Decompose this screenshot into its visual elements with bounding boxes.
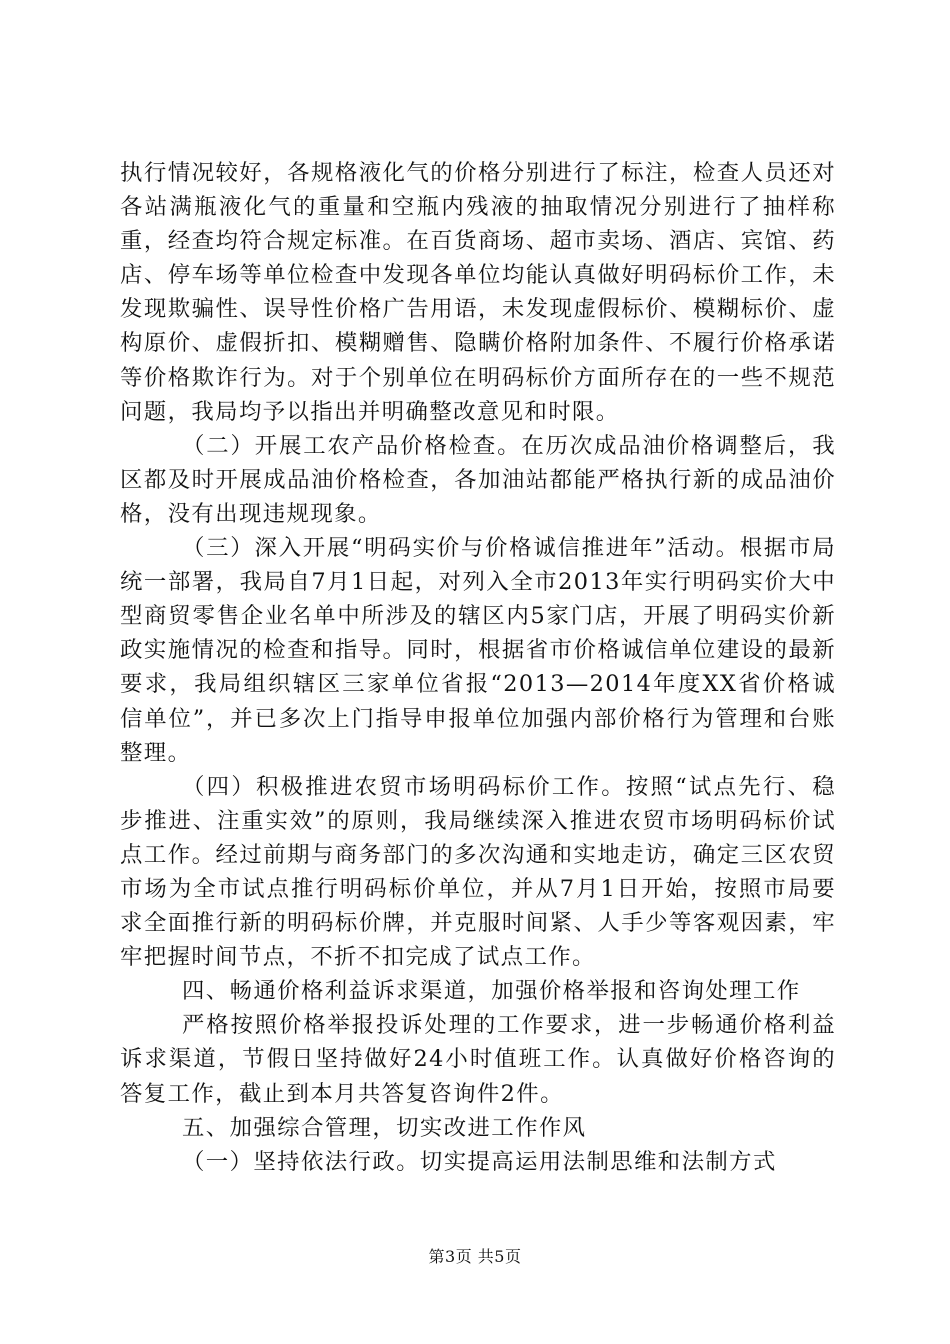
paragraph-6: 严格按照价格举报投诉处理的工作要求，进一步畅通价格利益诉求渠道，节假日坚持做好24小时值班工作。认真做好价格咨询的答复工作，截止到本月共答复咨询件2件。 [120, 1012, 836, 1107]
section-heading-4: 四、畅通价格利益诉求渠道，加强价格举报和咨询处理工作 [182, 978, 801, 1005]
page-footer: 第3页 共5页 [428, 1247, 522, 1266]
paragraph-3: （三）深入开展“明码实价与价格诚信推进年”活动。根据市局统一部署，我局自7月1日起，对列入全市2013年实行明码实价大中型商贸零售企业名单中所涉及的辖区内5家门店，开展了明码实价新政实施情况的检查和指导。同时，根据省市价格诚信单位建设的最新要求，我局组织辖区三家单位省报“2013—2014年度XX省价格诚信单位”，并已多次上门指导申报单位加强内部价格行为管理和台账整理。 [120, 535, 836, 766]
paragraph-8: （一）坚持依法行政。切实提高运用法制思维和法制方式 [182, 1148, 777, 1175]
document-body [120, 156, 836, 1179]
section-heading-5: 五、加强综合管理，切实改进工作作风 [182, 1114, 587, 1141]
paragraph-1: 执行情况较好，各规格液化气的价格分别进行了标注，检查人员还对各站满瓶液化气的重量和空瓶内残液的抽取情况分别进行了抽样称重，经查均符合规定标准。在百货商场、超市卖场、酒店、宾馆、药店、停车场等单位检查中发现各单位均能认真做好明码标价工作，未发现欺骗性、误导性价格广告用语，未发现虚假标价、模糊标价、虚构原价、虚假折扣、模糊赠售、隐瞒价格附加条件、不履行价格承诺等价格欺诈行为。对于个别单位在明码标价方面所存在的一些不规范问题，我局均予以指出并明确整改意见和时限。 [120, 160, 836, 425]
paragraph-4: （四）积极推进农贸市场明码标价工作。按照“试点先行、稳步推进、注重实效”的原则，我局继续深入推进农贸市场明码标价试点工作。经过前期与商务部门的多次沟通和实地走访，确定三区农贸市场为全市试点推行明码标价单位，并从7月1日开始，按照市局要求全面推行新的明码标价牌，并克服时间紧、人手少等客观因素，牢牢把握时间节点，不折不扣完成了试点工作。 [120, 773, 836, 971]
paragraph-2: （二）开展工农产品价格检查。在历次成品油价格调整后，我区都及时开展成品油价格检查，各加油站都能严格执行新的成品油价格，没有出现违规现象。 [120, 432, 836, 527]
